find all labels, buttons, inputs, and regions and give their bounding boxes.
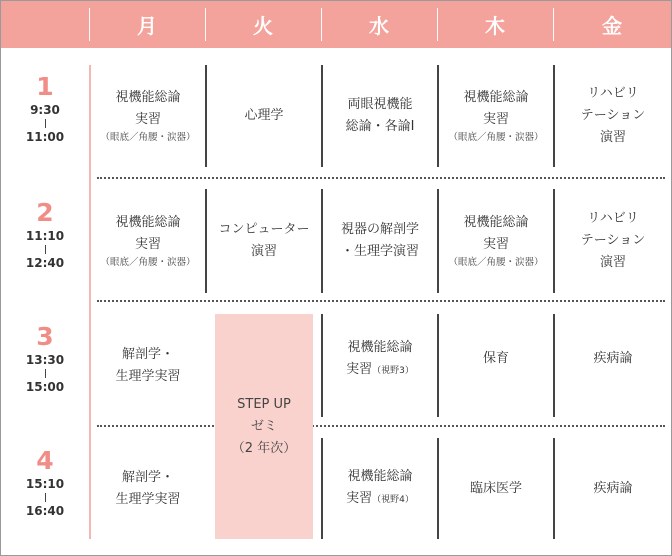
class-cell-fri-4[interactable] — [555, 438, 671, 539]
class-title: 総論・各論Ⅰ — [345, 119, 415, 134]
class-note: （眼底／角腰・涙器） — [100, 132, 196, 143]
class-title: 疾病論 — [593, 480, 633, 496]
class-title: コンピューター — [218, 222, 310, 237]
period-4-label — [1, 447, 89, 518]
class-title: 解剖学・ — [121, 469, 174, 485]
class-title: 視機能総論 — [115, 90, 181, 105]
class-title: 演習 — [599, 255, 626, 270]
class-cell-fri-1[interactable] — [555, 65, 671, 167]
class-cell-wed-2[interactable] — [323, 189, 437, 293]
class-cell-mon-3[interactable] — [93, 314, 203, 417]
day-header-wednesday: 水 — [369, 14, 389, 38]
class-title-line — [346, 359, 414, 382]
class-title: 実習 — [346, 361, 373, 377]
class-title: 臨床医学 — [469, 480, 522, 496]
period-number: 1 — [36, 72, 54, 101]
period-end-time: 12:40 — [25, 256, 65, 270]
day-header-monday: 月 — [137, 14, 157, 38]
class-cell-fri-3[interactable] — [555, 314, 671, 404]
class-note: （眼底／角腰・涙器） — [100, 257, 196, 268]
class-title: 演習 — [599, 130, 626, 145]
class-title: STEP UP — [237, 396, 291, 412]
class-title: 演習 — [250, 244, 277, 259]
class-cell-thu-2[interactable] — [439, 189, 553, 293]
class-title: 実習 — [134, 112, 161, 127]
time-separator — [45, 369, 46, 378]
class-cell-mon-4[interactable] — [93, 438, 203, 539]
class-title: 生理学実習 — [115, 368, 181, 384]
class-cell-tue-1[interactable] — [207, 65, 321, 167]
class-title: 視機能総論 — [347, 469, 413, 484]
time-separator — [45, 245, 46, 254]
period-number: 4 — [36, 446, 54, 475]
period-start-time: 11:10 — [25, 229, 65, 243]
day-header-thursday: 木 — [485, 14, 505, 38]
period-end-time: 11:00 — [25, 130, 65, 144]
row-divider — [97, 300, 665, 302]
period-1-label — [1, 73, 89, 144]
class-title: 保育 — [482, 351, 509, 366]
class-title: 視機能総論 — [347, 339, 413, 355]
class-title: 実習 — [134, 237, 161, 252]
time-separator — [45, 493, 46, 502]
class-title: 実習 — [482, 237, 509, 252]
class-title: 視器の解剖学 — [340, 222, 419, 237]
class-cell-wed-1[interactable] — [323, 65, 437, 167]
period-start-time: 9:30 — [30, 103, 60, 117]
period-2-label — [1, 199, 89, 270]
class-title: テーション — [580, 233, 646, 248]
class-cell-thu-1[interactable] — [439, 65, 553, 167]
period-number: 2 — [36, 198, 54, 227]
class-cell-wed-4[interactable] — [323, 438, 437, 539]
class-title: ゼミ — [250, 418, 277, 434]
class-title: 視機能総論 — [115, 215, 181, 230]
class-cell-mon-1[interactable] — [93, 65, 203, 167]
class-title: リハビリ — [587, 211, 639, 226]
row-divider — [97, 177, 665, 179]
step-up-seminar-cell[interactable] — [215, 314, 313, 539]
period-end-time: 15:00 — [25, 380, 65, 394]
class-note: （眼底／角腰・涙器） — [448, 257, 544, 268]
period-number: 3 — [36, 322, 54, 351]
timetable-header — [1, 1, 671, 48]
day-header-tuesday: 火 — [253, 14, 273, 38]
class-title: 視機能総論 — [463, 90, 529, 105]
class-note: （2 年次） — [231, 440, 297, 456]
class-title: 心理学 — [244, 108, 284, 123]
period-column-divider — [89, 65, 91, 539]
class-title: テーション — [580, 108, 646, 123]
class-cell-wed-3[interactable] — [323, 314, 437, 404]
row-divider — [97, 425, 665, 427]
period-3-label — [1, 323, 89, 394]
class-title: 実習 — [482, 112, 509, 127]
class-title: リハビリ — [587, 86, 639, 101]
class-note: （眼底／角腰・涙器） — [448, 132, 544, 143]
day-header-friday: 金 — [602, 14, 622, 38]
class-title: 視機能総論 — [463, 215, 529, 230]
period-start-time: 15:10 — [25, 477, 65, 491]
class-cell-mon-2[interactable] — [93, 189, 203, 293]
class-title: ・生理学演習 — [340, 244, 419, 259]
class-cell-fri-2[interactable] — [555, 189, 671, 293]
class-title: 実習 — [346, 491, 373, 506]
class-cell-thu-4[interactable] — [439, 438, 553, 539]
class-title: 疾病論 — [593, 351, 633, 366]
class-note: （視野3） — [372, 365, 414, 376]
period-end-time: 16:40 — [25, 504, 65, 518]
class-title: 生理学実習 — [115, 491, 181, 507]
time-separator — [45, 119, 46, 128]
class-title: 両眼視機能 — [347, 97, 413, 112]
period-start-time: 13:30 — [25, 353, 65, 367]
class-cell-tue-2[interactable] — [207, 189, 321, 293]
class-note: （視野4） — [372, 495, 414, 505]
class-cell-thu-3[interactable] — [439, 314, 553, 404]
class-title-line — [346, 488, 414, 511]
class-title: 解剖学・ — [121, 346, 174, 362]
